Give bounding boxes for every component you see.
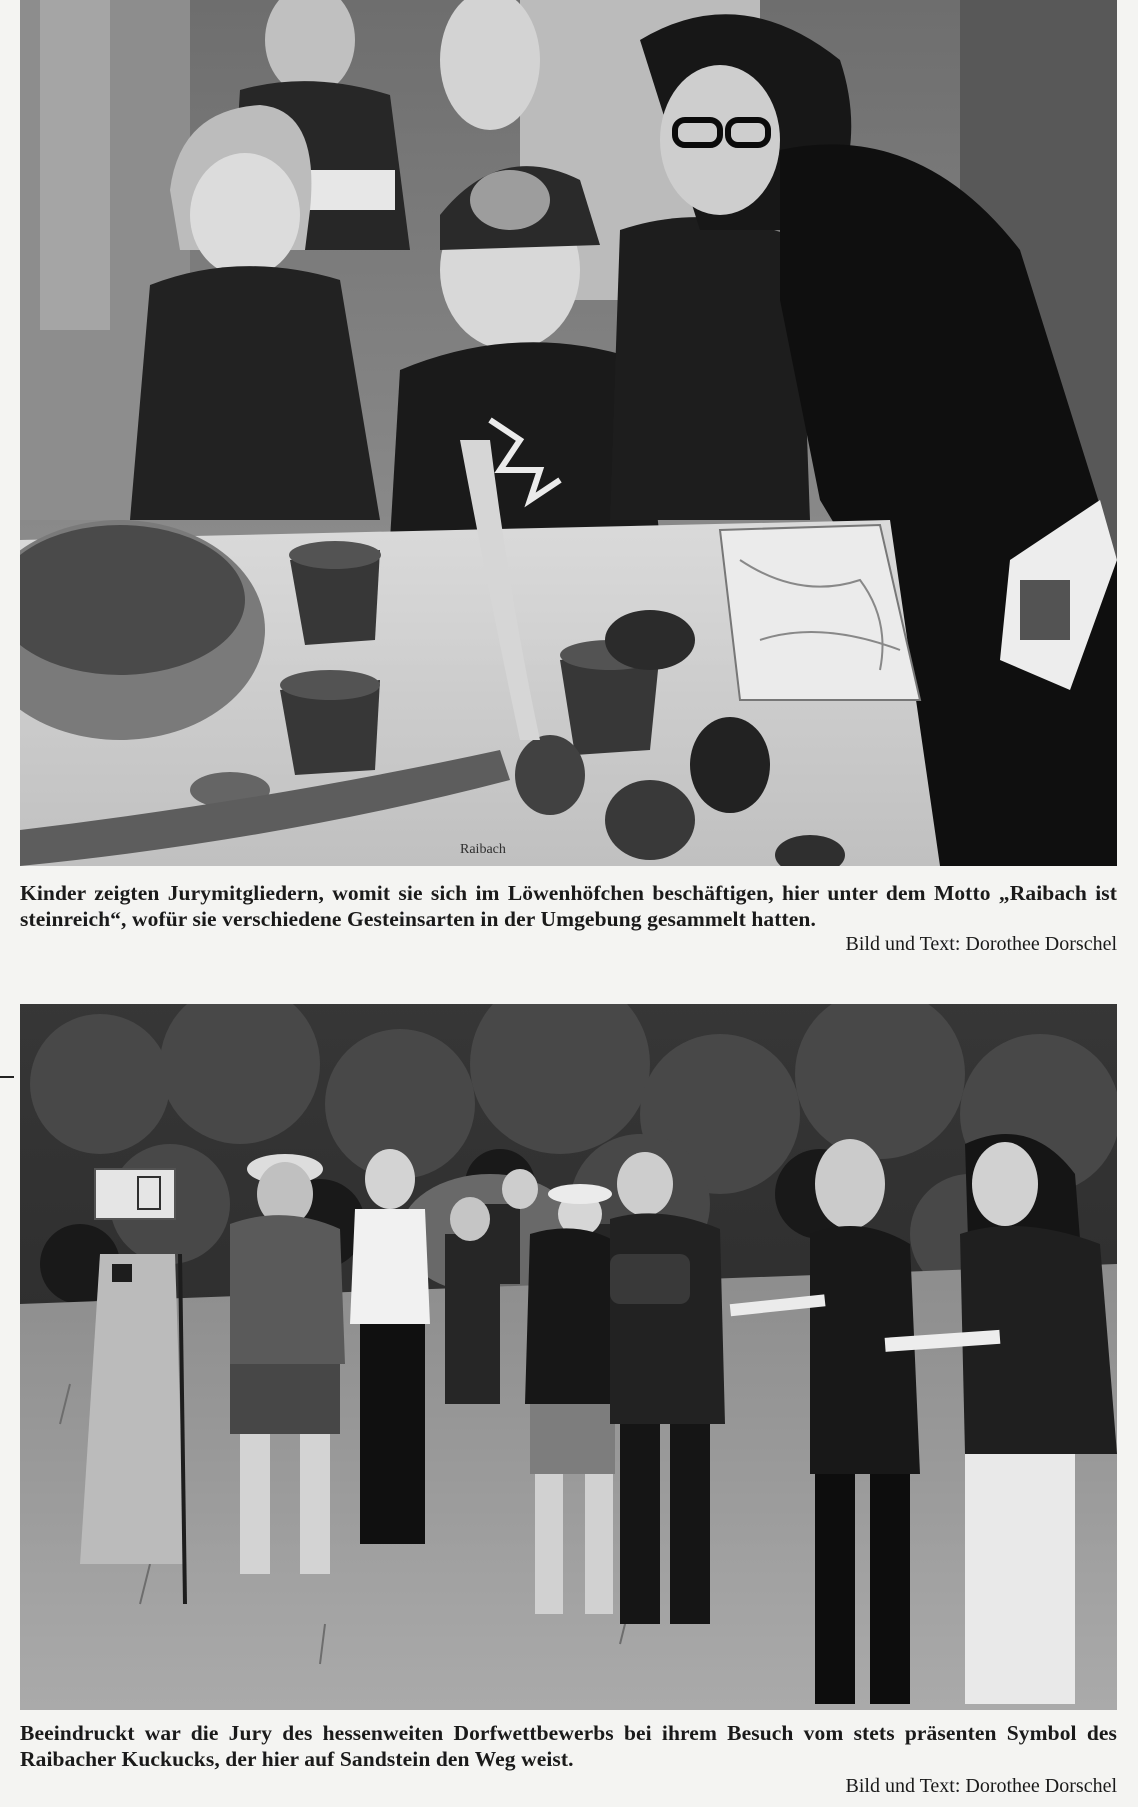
caption-photo-2: Beeindruckt war die Jury des hessenweiten Dorfwettbewerbs bei ihrem Besuch vom stets präsenten Symbol des Raibacher Kuckucks, der hier auf Sandstein den Weg weist. (20, 1721, 1117, 1771)
caption-photo-1: Kinder zeigten Jurymitgliedern, womit sie sich im Löwenhöfchen beschäftigen, hier unter dem Motto „Raibach ist steinreich“, wofür sie verschiedene Gesteinsarten in der Umgebung gesammelt hatten. (20, 881, 1117, 931)
children-showing-rocks-photo (20, 0, 1117, 866)
scan-edge-mark (0, 1076, 14, 1078)
photo-jury-meadow (20, 1004, 1117, 1710)
photo-credit-2: Bild und Text: Dorothee Dorschel (845, 1775, 1117, 1797)
map-label: Raibach (460, 842, 506, 857)
jury-group-meadow-photo (20, 1004, 1117, 1710)
photo-children-rocks (20, 0, 1117, 866)
photo-credit-1: Bild und Text: Dorothee Dorschel (845, 933, 1117, 955)
